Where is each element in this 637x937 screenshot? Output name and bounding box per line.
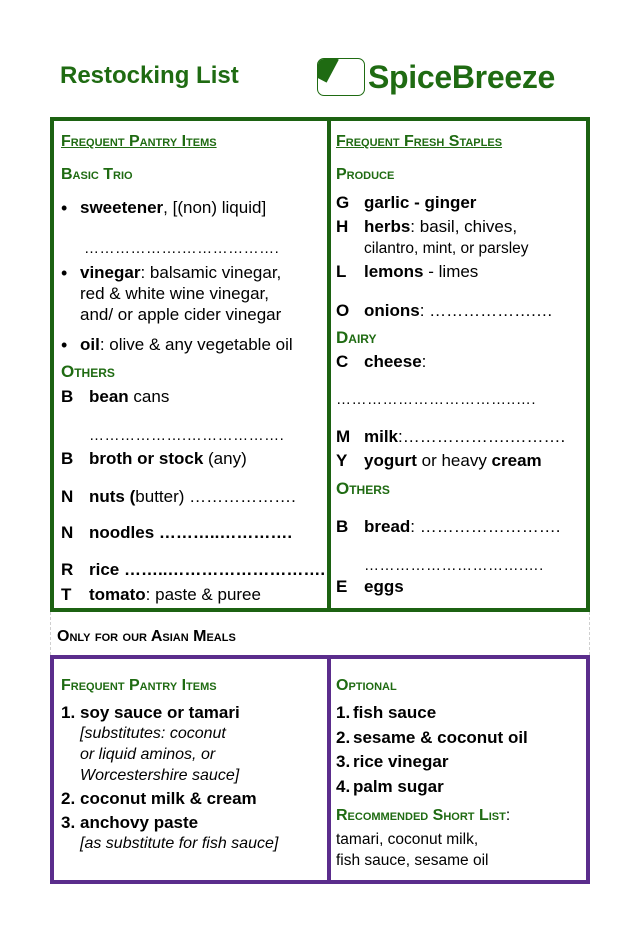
herbs-line-2: cilantro, mint, or parsley [364, 240, 529, 257]
soy-note-3: Worcestershire sauce] [80, 767, 240, 784]
list-item-bean: B bean cans [61, 387, 170, 406]
list-item-nuts: N nuts (butter) ………………. [61, 487, 296, 506]
blank-line: ……………….………………. [84, 240, 280, 257]
list-item-broth: B broth or stock (any) [61, 449, 247, 468]
list-item-eggs: E eggs [336, 577, 404, 596]
vinegar-line-2: red & white wine vinegar, [80, 284, 269, 303]
list-item-vinegar: • vinegar: balsamic vinegar, [61, 263, 282, 283]
asian-meals-box [50, 655, 590, 884]
others-heading: Others [61, 362, 115, 381]
frequent-pantry-column [54, 121, 331, 608]
list-item-milk: M milk:……………….………. [336, 427, 566, 446]
short-list-line-1: tamari, coconut milk, [336, 831, 479, 848]
blank-line: ………………………….…. [364, 557, 544, 574]
optional-column [331, 659, 586, 880]
list-item-bread: B bread: ……………………. [336, 517, 561, 536]
list-item-oil: • oil: olive & any vegetable oil [61, 335, 293, 355]
list-item-herbs: H herbs: basil, chives, [336, 217, 518, 236]
page-title: Restocking List [60, 62, 239, 89]
section-heading: Frequent Pantry Items [61, 133, 217, 150]
list-item-rice-vinegar: 3. rice vinegar [336, 752, 449, 771]
list-item-sweetener: • sweetener, [(non) liquid] [61, 198, 267, 218]
anchovy-note: [as substitute for fish sauce] [80, 835, 279, 852]
blank-line: ……………………………..…. [336, 391, 537, 408]
list-item-lemons: L lemons - limes [336, 262, 479, 281]
list-item-rice: R rice ……..………………………. [61, 560, 326, 579]
brand-logo [317, 58, 555, 96]
list-item-onions: O onions: ……………….… [336, 301, 553, 320]
brand-name: SpiceBreeze [368, 58, 556, 95]
list-item-yogurt: Y yogurt or heavy cream [336, 451, 542, 470]
section-heading: Frequent Pantry Items [61, 677, 217, 694]
asian-meals-label: Only for our Asian Meals [57, 628, 236, 645]
list-item-soy-sauce: 1. soy sauce or tamari [61, 703, 240, 722]
list-item-noodles: N noodles ………..…………. [61, 523, 293, 542]
fresh-and-pantry-box [50, 117, 590, 612]
asian-pantry-column [54, 659, 331, 880]
dairy-heading: Dairy [336, 328, 377, 347]
list-item-coconut-milk: 2. coconut milk & cream [61, 789, 257, 808]
short-list-heading: Recommended Short List: [336, 807, 511, 824]
soy-note-1: [substitutes: coconut [80, 725, 226, 742]
vinegar-line-3: and/ or apple cider vinegar [80, 305, 282, 324]
short-list-line-2: fish sauce, sesame oil [336, 852, 489, 869]
others-heading: Others [336, 479, 390, 498]
list-item-sesame-oil: 2. sesame & coconut oil [336, 728, 528, 747]
list-item-fish-sauce: 1. fish sauce [336, 703, 437, 722]
leaf-square-icon [317, 58, 365, 96]
section-heading: Frequent Fresh Staples [336, 133, 503, 150]
fresh-staples-column [331, 121, 586, 608]
basic-trio-heading: Basic Trio [61, 166, 133, 183]
bullet-dot: • [61, 335, 68, 355]
optional-heading: Optional [336, 677, 397, 694]
produce-heading: Produce [336, 166, 395, 183]
list-item-palm-sugar: 4. palm sugar [336, 777, 444, 796]
list-item-cheese: C cheese: [336, 352, 427, 371]
soy-note-2: or liquid aminos, or [80, 746, 216, 763]
list-item-tomato: T tomato: paste & puree [61, 585, 261, 604]
bullet-dot: • [61, 263, 68, 283]
blank-line: ……………….………………. [89, 427, 285, 444]
list-item-anchovy-paste: 3. anchovy paste [61, 813, 199, 832]
list-item-garlic: G garlic - ginger [336, 193, 477, 212]
bullet-dot: • [61, 198, 68, 218]
